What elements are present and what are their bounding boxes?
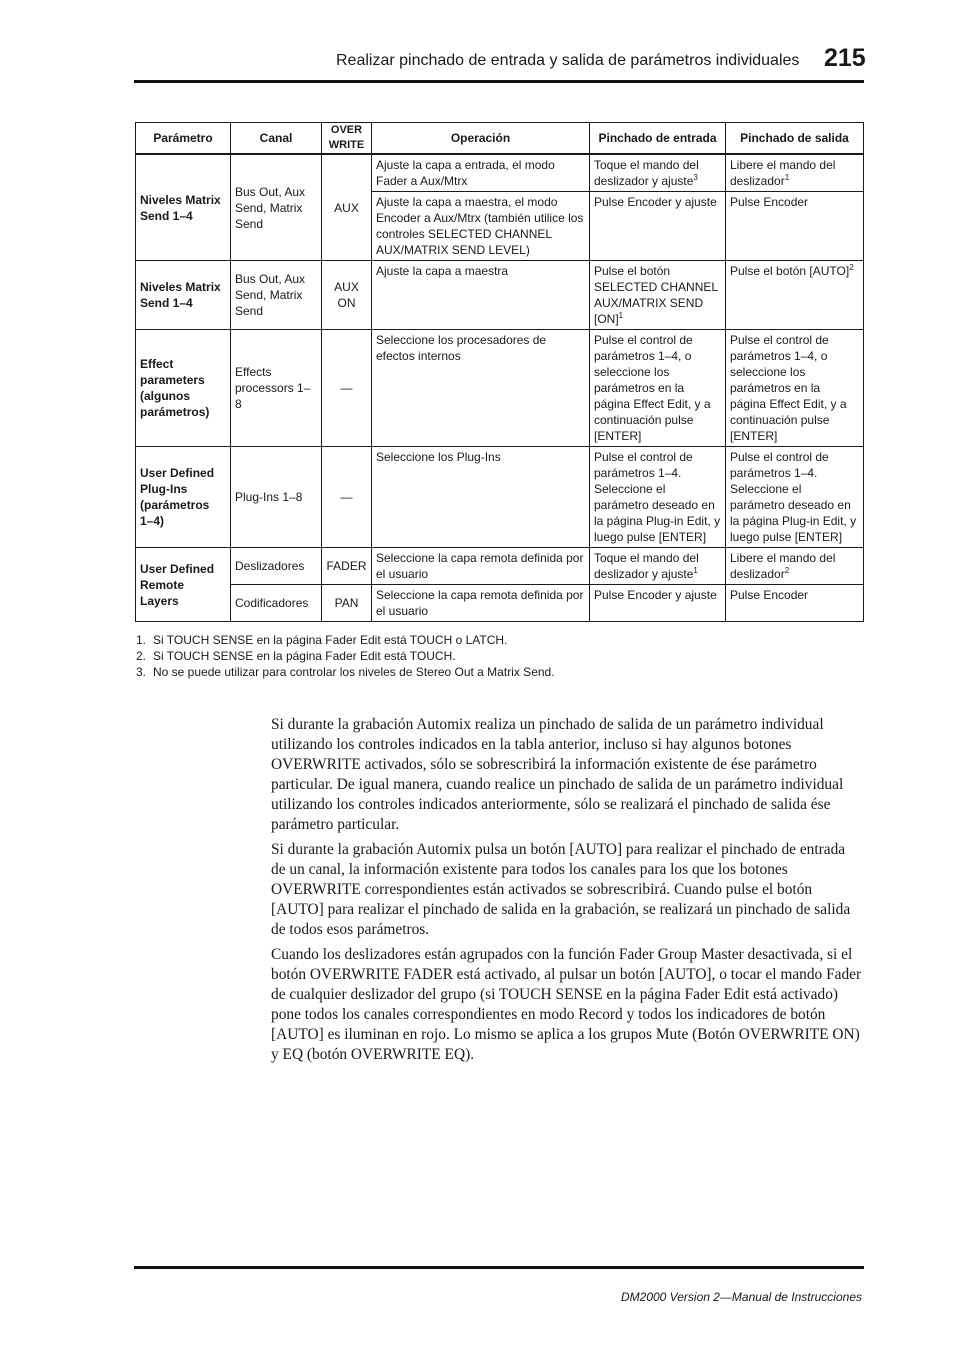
paragraph: Si durante la grabación Automix pulsa un botón [AUTO] para realizar el pinchado de entrada de un canal, la información existente para todos los canales para los que los botones OVERWRITE correspondientes están activados se sobrescribirá. Cuando pulse el botón [AUTO] para realizar el pinchado de salida en la grabación, se realizará un pinchado de salida de todos esos parámetros. [271,841,851,938]
column-header: Pinchado de entrada [590,123,726,155]
punch-out-cell: Pulse el control de parámetros 1–4, o seleccione los parámetros en la página Effect Edit, y a continuación pulse [ENTER] [726,330,864,447]
channel-cell: Codificadores [231,585,322,622]
table-header-row [136,123,864,155]
punch-out-cell: Pulse Encoder [726,192,864,261]
punch-in-cell: Pulse Encoder y ajuste [590,585,726,622]
parameter-cell: User Defined Remote Layers [136,548,231,622]
channel-cell: Deslizadores [231,548,322,585]
table-row [136,154,864,192]
punch-out-cell: Libere el mando del deslizador$^2$ [726,548,864,585]
overwrite-cell: — [322,447,372,548]
paragraph: Cuando los deslizadores están agrupados con la función Fader Group Master desactivada, si el botón OVERWRITE FADER está activado, al pulsar un botón [AUTO], o tocar el mando Fader de cualquier deslizador del grupo (si TOUCH SENSE en la página Fader Edit está activado) pone todos los canales correspondientes en modo Record y todos los indicadores de botón [AUTO] es iluminan en rojo. Lo mismo se aplica a los grupos Mute (Botón OVERWRITE ON) y EQ (botón OVERWRITE EQ). [271,946,862,1063]
paragraph: Si durante la grabación Automix realiza un pinchado de salida de un parámetro individual utilizando los controles indicados en la tabla anterior, incluso si hay algunos botones OVERWRITE activados, sólo se sobrescribirá la información existente de ése parámetro particular. De igual manera, cuando realice un pinchado de salida de un parámetro individual utilizando los controles indicados anteriormente, sólo se realizará el pinchado de salida ése parámetro particular. [271,716,844,833]
parameter-table [135,122,864,622]
table-row [136,330,864,447]
overwrite-cell: — [322,330,372,447]
header-title: Realizar pinchado de entrada y salida de parámetros individuales [336,52,800,69]
operation-cell: Ajuste la capa a entrada, el modo Fader a Aux/Mtrx [372,154,590,192]
channel-cell: Bus Out, Aux Send, Matrix Send [231,154,322,261]
channel-cell: Bus Out, Aux Send, Matrix Send [231,261,322,330]
parameter-cell: Effect parameters (algunos parámetros) [136,330,231,447]
channel-cell: Effects processors 1–8 [231,330,322,447]
punch-out-cell: Pulse el control de parámetros 1–4. Seleccione el parámetro deseado en la página Plug-in Edit, y luego pulse [ENTER] [726,447,864,548]
overwrite-cell: FADER [322,548,372,585]
overwrite-cell: PAN [322,585,372,622]
operation-cell: Seleccione la capa remota definida por el usuario [372,585,590,622]
column-header: Operación [372,123,590,155]
table-row [136,548,864,585]
channel-cell: Plug-Ins 1–8 [231,447,322,548]
operation-cell: Ajuste la capa a maestra [372,261,590,330]
operation-cell: Seleccione la capa remota definida por el usuario [372,548,590,585]
table-row [136,585,864,622]
page-number: 215 [824,44,866,72]
parameter-cell: Niveles Matrix Send 1–4 [136,261,231,330]
punch-in-cell: Pulse el control de parámetros 1–4. Seleccione el parámetro deseado en la página Plug-in Edit, y luego pulse [ENTER] [590,447,726,548]
column-header: Parámetro [136,123,231,155]
punch-in-cell: Pulse el control de parámetros 1–4, o seleccione los parámetros en la página Effect Edit, y a continuación pulse [ENTER] [590,330,726,447]
parameter-cell: User Defined Plug-Ins (parámetros 1–4) [136,447,231,548]
column-header: OVER WRITE [322,123,372,155]
operation-cell: Ajuste la capa a maestra, el modo Encoder a Aux/Mtrx (también utilice los controles SELECTED CHANNEL AUX/MATRIX SEND LEVEL) [372,192,590,261]
footnote: 2. Si TOUCH SENSE en la página Fader Edit está TOUCH. [136,649,456,663]
footnote: 1. Si TOUCH SENSE en la página Fader Edit está TOUCH o LATCH. [136,633,508,647]
overwrite-cell: AUX [322,154,372,261]
punch-in-cell: Toque el mando del deslizador y ajuste$^1$ [590,548,726,585]
punch-out-cell: Pulse Encoder [726,585,864,622]
table-row [136,261,864,330]
footer-text: DM2000 Version 2—Manual de Instrucciones [620,1290,862,1304]
operation-cell: Seleccione los Plug-Ins [372,447,590,548]
punch-in-cell: Pulse Encoder y ajuste [590,192,726,261]
footnotes [136,632,856,680]
punch-out-cell: Libere el mando del deslizador$^1$ [726,154,864,192]
footnote: 3. No se puede utilizar para controlar los niveles de Stereo Out a Matrix Send. [136,665,555,679]
header-rule [134,80,864,83]
punch-out-cell: Pulse el botón [AUTO]$^2$ [726,261,864,330]
footer-rule [134,1266,864,1269]
operation-cell: Seleccione los procesadores de efectos internos [372,330,590,447]
body-text [271,715,863,1070]
punch-in-cell: Toque el mando del deslizador y ajuste$^3$ [590,154,726,192]
punch-in-cell: Pulse el botón SELECTED CHANNEL AUX/MATRIX SEND [ON]$^1$ [590,261,726,330]
overwrite-cell: AUX ON [322,261,372,330]
column-header: Pinchado de salida [726,123,864,155]
parameter-cell: Niveles Matrix Send 1–4 [136,154,231,261]
column-header: Canal [231,123,322,155]
table-row [136,447,864,548]
